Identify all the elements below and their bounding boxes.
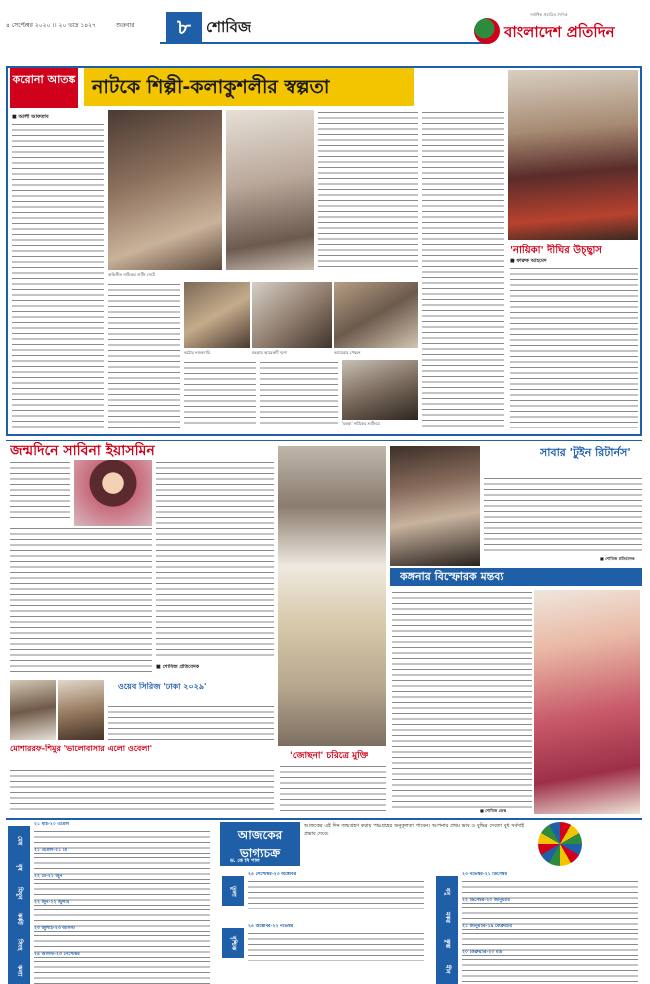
sabbar-byline: ■ শোবিজ প্রতিবেদক <box>600 556 635 561</box>
sign-scorpio-text <box>248 931 424 961</box>
nayika-photo <box>508 70 638 240</box>
web-series-body <box>108 704 274 740</box>
sabina-body-col1b <box>10 526 152 676</box>
nayika-body <box>510 266 638 428</box>
lead-photo-2 <box>226 110 314 270</box>
masthead-logo <box>470 10 646 46</box>
section-divider <box>6 440 642 441</box>
lead-caption-1: অভিনীত নাটকের শুটিং সেটে <box>108 272 155 277</box>
sign-libra <box>222 872 427 910</box>
sabina-body-col2 <box>156 460 274 660</box>
header-rule <box>160 42 490 44</box>
sign-aries-dates: ২১ মার্চ-২০ এপ্রিল <box>34 822 70 827</box>
sign-gemini-badge: মিথুন <box>8 878 30 908</box>
horoscope-title: আজকের ভাগ্যচক্র <box>220 822 300 866</box>
sign-pisces-dates: ২০ ফেব্রুয়ারি-২০ মার্চ <box>462 950 503 955</box>
mosharraf-title: মোশাররফ-শিমুর 'ভালোবাসার এলো ওবেলা' <box>10 744 153 753</box>
page-number: ৮ <box>166 12 202 42</box>
sign-aquarius-badge: কুম্ভ <box>436 928 458 958</box>
sign-libra-dates: ২৪ সেপ্টেম্বর-২৩ অক্টোবর <box>248 872 297 877</box>
sabina-byline: ■ শোবিজ প্রতিবেদক <box>156 664 200 670</box>
logo-tagline: সর্বাধিক প্রচারিত দৈনিক <box>530 12 568 17</box>
lead-photo-3 <box>184 282 250 348</box>
jochna-body <box>280 764 386 812</box>
lead-photo-1 <box>108 110 222 270</box>
sign-cancer-badge: কর্কট <box>8 904 30 934</box>
section-title: শোবিজ <box>206 18 252 36</box>
lead-photo-6 <box>342 360 418 420</box>
sign-sagittarius-dates: ২৩ নভেম্বর-২১ ডিসেম্বর <box>462 872 508 877</box>
lead-kicker: করোনা আতঙ্ক <box>10 68 78 108</box>
sign-libra-text <box>248 879 424 909</box>
sign-scorpio-badge: বৃশ্চিক <box>222 928 244 958</box>
horoscope-astrologer: ড. কে সি পাল <box>230 858 260 864</box>
lead-caption-5: 'মহড়া' নাটকের শুটিংয়ে <box>342 421 380 426</box>
sign-capricorn-badge: মকর <box>436 902 458 932</box>
zodiac-wheel-icon <box>538 822 582 866</box>
lead-photo-5 <box>334 282 418 348</box>
sign-aquarius-dates: ২১ জানুয়ারি-১৯ ফেব্রুয়ারি <box>462 924 513 929</box>
sign-sagittarius-badge: ধনু <box>436 876 458 906</box>
web-series-photo-1 <box>10 680 56 740</box>
sign-capricorn-dates: ২২ ডিসেম্বর-২০ জানুয়ারি <box>462 898 510 903</box>
sabina-photo <box>74 460 152 526</box>
sign-aries-badge: মেষ <box>8 826 30 856</box>
lead-body-col1 <box>12 122 104 428</box>
sign-scorpio-dates: ২৪ অক্টোবর-২২ নভেম্বর <box>248 924 294 929</box>
lead-body-col5 <box>260 360 338 428</box>
lead-photo-4 <box>252 282 332 348</box>
lead-headline: নাটকে শিল্পী-কলাকুশলীর স্বল্পতা <box>84 68 414 106</box>
sign-virgo-dates: ২৪ আগস্ট-২৩ সেপ্টেম্বর <box>34 952 80 957</box>
lead-byline: ■ আলী আফতাব <box>12 114 49 120</box>
sabbar-photo <box>390 446 480 566</box>
web-series-title: ওয়েব সিরিজ 'ঢাকা ২০২৯' <box>118 682 207 691</box>
kangana-body <box>392 590 532 810</box>
issue-date: ৪ সেপ্টেম্বর ২০২০ ।। ২০ ভাদ্র ১৪২৭ <box>6 22 96 29</box>
logo-emblem-icon <box>474 18 500 44</box>
sign-gemini-dates: ২২ মে-২১ জুন <box>34 874 63 879</box>
nayika-title: 'নায়িকা' দীঘির উচ্ছ্বাস <box>510 245 603 256</box>
jochna-caption: 'জোছনা' চরিত্রে মুক্তি <box>290 751 369 761</box>
sign-pisces-badge: মীন <box>436 954 458 984</box>
lead-body-col6 <box>422 110 504 428</box>
issue-day: শুক্রবার <box>116 22 135 29</box>
lead-body-col2 <box>108 282 180 428</box>
kangana-photo <box>534 590 640 814</box>
sign-virgo-badge: কন্যা <box>8 956 30 984</box>
kangana-title: কঙ্গনার বিস্ফোরক মন্তব্য <box>400 570 504 583</box>
lead-body-col3 <box>318 110 418 270</box>
sign-leo-badge: সিংহ <box>8 930 30 960</box>
sabina-body-col1 <box>10 460 70 522</box>
sign-virgo <box>8 952 213 984</box>
sign-taurus-badge: বৃষ <box>8 852 30 882</box>
lead-body-col4 <box>184 360 256 428</box>
sign-virgo-text <box>34 959 210 984</box>
lead-caption-3: মহড়ায় আরেকটি দৃশ্যে <box>252 350 288 355</box>
sign-pisces-text <box>462 957 638 984</box>
web-series-photo-2 <box>58 680 104 740</box>
horoscope-intro: আজকের এই দিন জন্মগ্রহণ করায় পঞ্চগ্রহের অনুকূলতা পাবেন। আপনার প্রথম ভাব ও বুদ্ধির দেবতা বুধ সর্বদাই প্রভাব দেবে। <box>304 823 524 837</box>
logo-wordmark: বাংলাদেশ প্রতিদিন <box>504 23 615 41</box>
kangana-byline: ■ শোবিজ ডেস্ক <box>480 808 507 813</box>
sign-libra-badge: তুলা <box>222 876 244 906</box>
sign-scorpio <box>222 924 427 962</box>
sign-cancer-dates: ২২ জুন-২২ জুলাই <box>34 900 70 905</box>
lead-caption-4: ক্যামেরার পেছনে <box>334 350 361 355</box>
sabbar-body <box>484 476 642 554</box>
mosharraf-body <box>10 768 274 812</box>
sabbar-title: সাবার 'টুইন রিটার্নস' <box>540 446 631 459</box>
nayika-byline: ■ ফারুক আহমেদ <box>510 258 547 264</box>
sign-taurus-dates: ২১ এপ্রিল-২১ মে <box>34 848 68 853</box>
jochna-photo <box>278 446 386 746</box>
sign-leo-dates: ২৩ জুলাই-২৩ আগস্ট <box>34 926 75 931</box>
lead-caption-2: কঠোর নজরদারি <box>184 350 210 355</box>
sabina-title: জন্মদিনে সাবিনা ইয়াসমিন <box>10 443 155 459</box>
sign-pisces <box>436 950 641 984</box>
